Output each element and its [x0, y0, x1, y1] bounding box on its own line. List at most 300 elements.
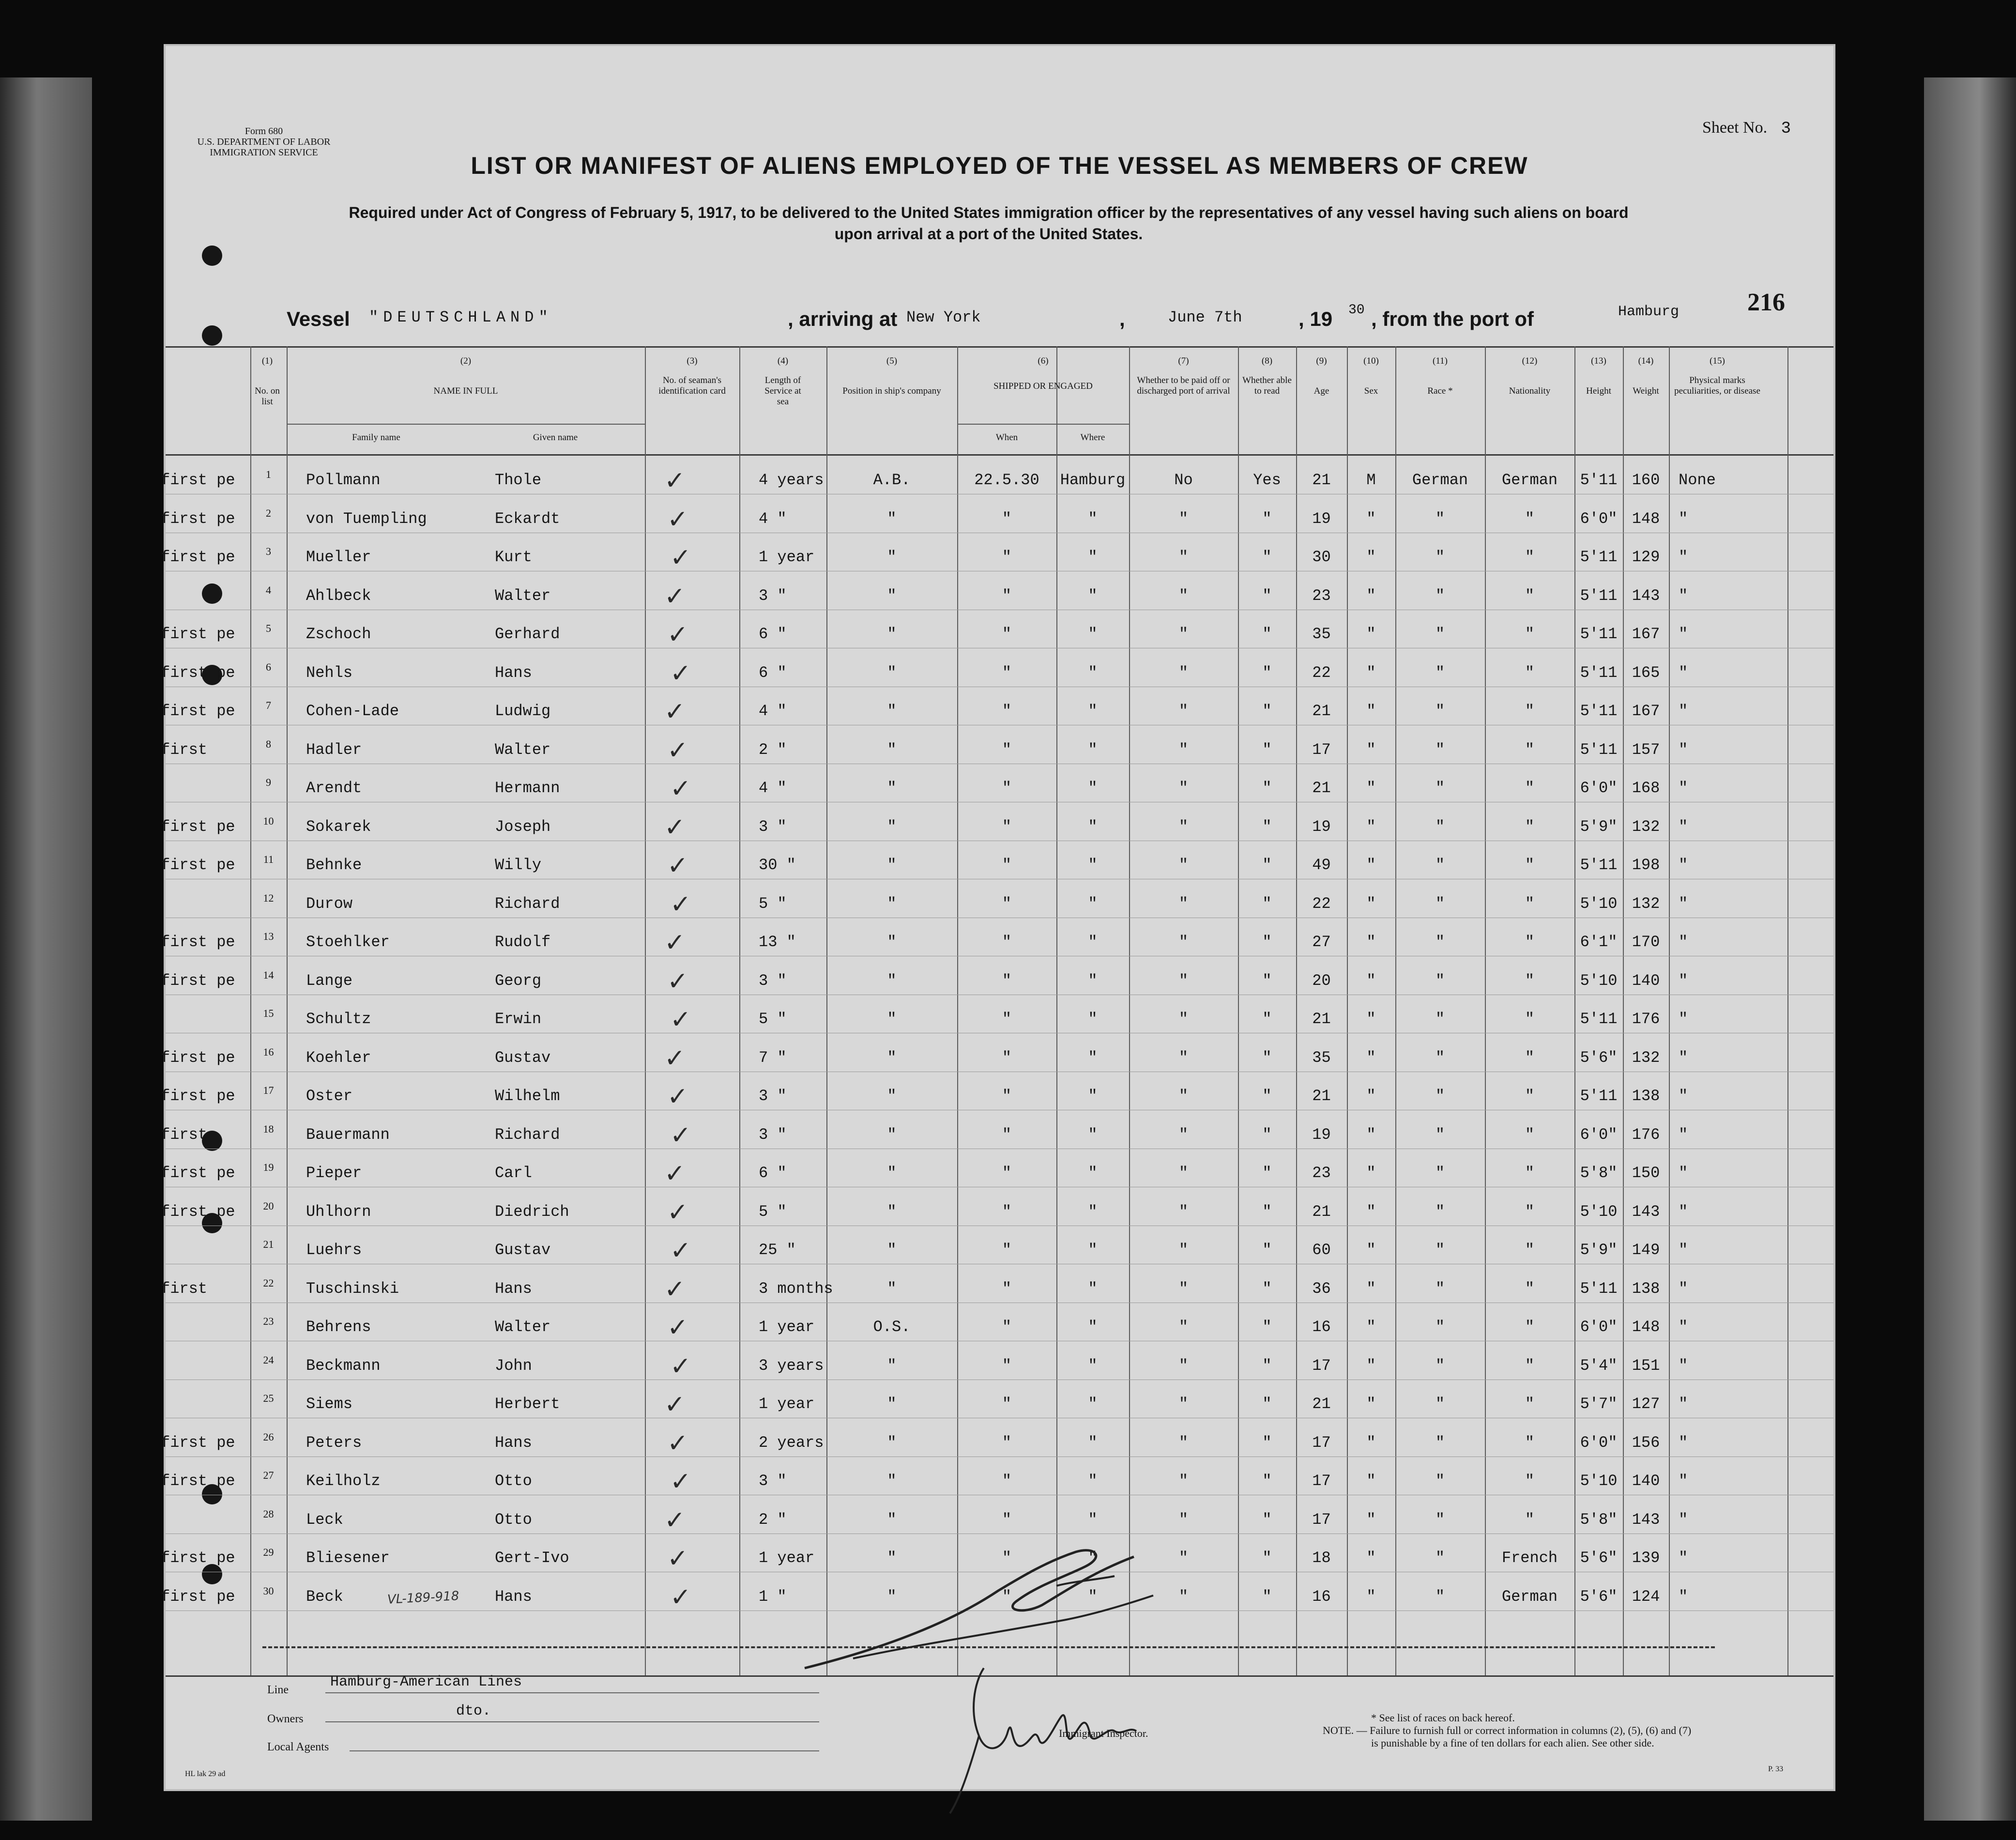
cell-marks: ": [1679, 1279, 1688, 1298]
cell-when: ": [1002, 1048, 1012, 1067]
cell-nationality: ": [1525, 971, 1535, 990]
cell-race: ": [1435, 856, 1445, 874]
cell-when: ": [1002, 1010, 1012, 1028]
cell-margin: first pe: [161, 933, 235, 951]
table-row: [161, 966, 1833, 996]
cell-age: 35: [1312, 625, 1331, 643]
cell-marks: ": [1679, 933, 1688, 951]
cell-read: ": [1262, 548, 1272, 566]
arriving-label: , arriving at: [788, 307, 898, 330]
cell-where: ": [1088, 702, 1098, 720]
cell-margin: first pe: [161, 1549, 235, 1567]
cell-height: 5'10: [1580, 971, 1618, 990]
cell-service: 7 ": [759, 1048, 787, 1067]
cell-nationality: ": [1525, 933, 1535, 951]
cell-age: 27: [1312, 933, 1331, 951]
cell-position: ": [887, 1202, 897, 1221]
year-suffix: 30: [1348, 303, 1365, 318]
col-position-label: Position in ship's company: [842, 386, 941, 396]
cell-when: ": [1002, 894, 1012, 913]
legal-note: [1323, 1712, 1831, 1749]
cell-family: Sokarek: [306, 817, 371, 836]
sheet-number: 3: [1781, 120, 1791, 138]
cell-read: Yes: [1253, 471, 1281, 489]
cell-sex: ": [1366, 1279, 1376, 1298]
cell-read: ": [1262, 702, 1272, 720]
table-row: [161, 659, 1833, 688]
cell-read: ": [1262, 625, 1272, 643]
table-row: [161, 813, 1833, 842]
check-mark-icon: ✓: [670, 774, 691, 803]
cell-read: ": [1262, 1048, 1272, 1067]
cell-family: Peters: [306, 1433, 362, 1452]
cell-paid: ": [1178, 817, 1189, 836]
cell-given: Gert-Ivo: [495, 1549, 569, 1567]
table-row: [166, 774, 1833, 803]
cell-where: ": [1088, 586, 1098, 605]
cell-weight: 150: [1632, 1164, 1660, 1182]
table-row: [166, 582, 1833, 611]
cell-race: ": [1435, 1125, 1445, 1144]
table-row: [161, 697, 1833, 726]
cell-when: ": [1002, 1549, 1012, 1567]
cell-when: ": [1002, 1164, 1012, 1182]
cell-weight: 138: [1632, 1087, 1660, 1105]
cell-margin: first: [161, 740, 208, 759]
cell-nationality: ": [1525, 586, 1535, 605]
table-row: [166, 889, 1833, 919]
cell-given: Hermann: [495, 779, 560, 797]
cell-sex: ": [1366, 1472, 1376, 1490]
cell-sex: ": [1366, 779, 1376, 797]
cell-weight: 129: [1632, 548, 1660, 566]
col-shipped-number: (6): [1038, 356, 1049, 366]
inspector-label: Immigrant Inspector.: [1059, 1727, 1148, 1739]
col-age-number: (9): [1316, 356, 1327, 366]
cell-marks: ": [1679, 548, 1688, 566]
cell-age: 21: [1312, 702, 1331, 720]
cell-weight: 140: [1632, 971, 1660, 990]
check-mark-icon: ✓: [670, 1467, 691, 1496]
cell-position: ": [887, 1587, 897, 1606]
line-label: Line: [267, 1684, 289, 1696]
cell-sex: ": [1366, 625, 1376, 643]
cell-age: 22: [1312, 663, 1331, 682]
cell-height: 5'6": [1580, 1549, 1618, 1567]
corner-mark: P. 33: [1768, 1765, 1784, 1773]
cell-service: 2 ": [759, 1510, 787, 1529]
vessel-label: Vessel: [287, 307, 350, 330]
cell-where: ": [1088, 740, 1098, 759]
cell-where: Hamburg: [1060, 471, 1126, 489]
cell-height: 5'9": [1580, 817, 1618, 836]
cell-age: 19: [1312, 1125, 1331, 1144]
cell-given: John: [495, 1356, 532, 1375]
cell-read: ": [1262, 779, 1272, 797]
cell-age: 16: [1312, 1587, 1331, 1606]
cell-when: ": [1002, 1395, 1012, 1413]
cell-when: ": [1002, 1587, 1012, 1606]
cell-family: Ahlbeck: [306, 586, 371, 605]
cell-height: 6'0": [1580, 1318, 1618, 1336]
cell-where: ": [1088, 1395, 1098, 1413]
cell-race: ": [1435, 1433, 1445, 1452]
cell-paid: ": [1178, 1433, 1189, 1452]
cell-marks: ": [1679, 1356, 1688, 1375]
cell-where: ": [1088, 1202, 1098, 1221]
cell-service: 1 year: [759, 1549, 815, 1567]
manifest-sheet: [161, 46, 1833, 1789]
cell-family: Beck: [306, 1587, 343, 1606]
cell-margin: first pe: [161, 471, 235, 489]
col-service-label: Length of Service at sea: [764, 375, 801, 407]
cell-paid: ": [1178, 1048, 1189, 1067]
check-mark-icon: ✓: [667, 620, 688, 649]
col-marks-number: (15): [1710, 356, 1725, 366]
cell-no: 9: [266, 776, 271, 788]
cell-where: ": [1088, 1510, 1098, 1529]
cell-read: ": [1262, 1087, 1272, 1105]
cell-weight: 168: [1632, 779, 1660, 797]
cell-age: 21: [1312, 1087, 1331, 1105]
cell-family: von Tuempling: [306, 509, 427, 528]
cell-margin: first: [161, 1125, 208, 1144]
cell-margin: first pe: [161, 1587, 235, 1606]
cell-race: ": [1435, 740, 1445, 759]
cell-where: ": [1088, 1048, 1098, 1067]
agents-underline: [350, 1750, 819, 1751]
cell-no: 21: [263, 1238, 274, 1250]
punch-hole: [202, 325, 222, 346]
punch-hole: [202, 245, 222, 266]
page-number: 216: [1747, 289, 1785, 316]
cell-given: Richard: [495, 1125, 560, 1144]
cell-sex: ": [1366, 548, 1376, 566]
cell-read: ": [1262, 509, 1272, 528]
cell-when: ": [1002, 1433, 1012, 1452]
crew-table: [161, 346, 1833, 1668]
cell-paid: ": [1178, 1510, 1189, 1529]
cell-service: 13 ": [759, 933, 796, 951]
cell-family: Uhlhorn: [306, 1202, 371, 1221]
cell-race: ": [1435, 702, 1445, 720]
cell-given: Herbert: [495, 1395, 560, 1413]
cell-paid: ": [1178, 1202, 1189, 1221]
col-read-number: (8): [1261, 356, 1273, 366]
page-subtitle: [287, 202, 1691, 245]
cell-where: ": [1088, 1125, 1098, 1144]
table-row: [161, 1467, 1833, 1496]
cell-read: ": [1262, 1125, 1272, 1144]
table-row: [161, 543, 1833, 572]
cell-race: ": [1435, 1549, 1445, 1567]
cell-position: ": [887, 1472, 897, 1490]
cell-given: Gustav: [495, 1241, 551, 1259]
cell-given: Rudolf: [495, 933, 551, 951]
cell-given: Eckardt: [495, 509, 560, 528]
cell-weight: 176: [1632, 1125, 1660, 1144]
cell-height: 6'0": [1580, 779, 1618, 797]
cell-age: 19: [1312, 817, 1331, 836]
cell-no: 27: [263, 1469, 274, 1481]
cell-sex: ": [1366, 1010, 1376, 1028]
col-idcard-label: No. of seaman's identification card: [658, 375, 726, 396]
table-row: [161, 1120, 1833, 1150]
cell-age: 23: [1312, 1164, 1331, 1182]
cell-service: 3 ": [759, 1125, 787, 1144]
cell-service: 3 years: [759, 1356, 824, 1375]
owners-underline: [325, 1721, 819, 1722]
cell-when: ": [1002, 1202, 1012, 1221]
cell-family: Lange: [306, 971, 353, 990]
cell-read: ": [1262, 1549, 1272, 1567]
cell-when: ": [1002, 1356, 1012, 1375]
cell-height: 5'11: [1580, 1010, 1618, 1028]
cell-no: 1: [266, 468, 271, 480]
cell-paid: ": [1178, 702, 1189, 720]
col-sex-number: (10): [1363, 356, 1379, 366]
cell-height: 5'11: [1580, 1087, 1618, 1105]
cell-race: ": [1435, 1048, 1445, 1067]
col-sex-label: Sex: [1364, 386, 1378, 396]
cell-nationality: ": [1525, 1010, 1535, 1028]
check-mark-icon: ✓: [667, 1428, 688, 1458]
cell-sex: ": [1366, 971, 1376, 990]
cell-height: 5'10: [1580, 1472, 1618, 1490]
cell-when: ": [1002, 509, 1012, 528]
cell-where: ": [1088, 894, 1098, 913]
cell-position: A.B.: [873, 471, 911, 489]
cell-nationality: ": [1525, 1164, 1535, 1182]
cell-height: 5'11: [1580, 586, 1618, 605]
cell-weight: 148: [1632, 509, 1660, 528]
cell-weight: 151: [1632, 1356, 1660, 1375]
cell-family: Luehrs: [306, 1241, 362, 1259]
col-age-header: [1296, 356, 1347, 397]
cell-age: 21: [1312, 1202, 1331, 1221]
cell-marks: ": [1679, 1087, 1688, 1105]
cell-height: 5'4": [1580, 1356, 1618, 1375]
cell-where: ": [1088, 779, 1098, 797]
cell-age: 16: [1312, 1318, 1331, 1336]
cell-position: ": [887, 779, 897, 797]
cell-position: ": [887, 856, 897, 874]
col-idcard-header: [645, 356, 739, 397]
cell-height: 6'0": [1580, 1433, 1618, 1452]
cell-margin: first pe: [161, 1087, 235, 1105]
cell-service: 4 ": [759, 702, 787, 720]
cell-family: Keilholz: [306, 1472, 381, 1490]
cell-marks: ": [1679, 740, 1688, 759]
cell-sex: ": [1366, 1433, 1376, 1452]
cell-service: 3 ": [759, 586, 787, 605]
cell-no: 29: [263, 1546, 274, 1558]
cell-sex: ": [1366, 509, 1376, 528]
cell-when: ": [1002, 625, 1012, 643]
cell-service: 3 ": [759, 971, 787, 990]
cell-where: ": [1088, 1010, 1098, 1028]
cell-margin: first pe: [161, 702, 235, 720]
cell-when: ": [1002, 1318, 1012, 1336]
cell-age: 23: [1312, 586, 1331, 605]
table-row: [161, 1159, 1833, 1188]
cell-race: ": [1435, 1202, 1445, 1221]
check-mark-icon: ✓: [670, 1236, 691, 1265]
cell-where: ": [1088, 509, 1098, 528]
cell-marks: ": [1679, 702, 1688, 720]
cell-no: 23: [263, 1315, 274, 1327]
cell-marks: ": [1679, 1395, 1688, 1413]
col-idcard-number: (3): [687, 356, 698, 366]
cell-position: ": [887, 1510, 897, 1529]
cell-race: ": [1435, 894, 1445, 913]
cell-age: 22: [1312, 894, 1331, 913]
cell-age: 21: [1312, 779, 1331, 797]
col-no-header: [250, 356, 284, 407]
cell-height: 5'9": [1580, 1241, 1618, 1259]
cell-weight: 132: [1632, 894, 1660, 913]
cell-paid: ": [1178, 971, 1189, 990]
cell-given: Diedrich: [495, 1202, 569, 1221]
cell-service: 2 years: [759, 1433, 824, 1452]
cell-weight: 143: [1632, 1202, 1660, 1221]
cell-marks: ": [1679, 586, 1688, 605]
cell-given: Walter: [495, 1318, 551, 1336]
owners-value: dto.: [456, 1703, 491, 1719]
cell-marks: ": [1679, 1472, 1688, 1490]
cell-read: ": [1262, 933, 1272, 951]
cell-when: ": [1002, 1472, 1012, 1490]
table-row: [161, 1274, 1833, 1304]
vessel-line: [287, 303, 1787, 337]
cell-given: Hans: [495, 1279, 532, 1298]
check-mark-icon: ✓: [670, 1351, 691, 1381]
cell-no: 25: [263, 1392, 274, 1404]
cell-when: ": [1002, 586, 1012, 605]
cell-paid: ": [1178, 1356, 1189, 1375]
cell-age: 20: [1312, 971, 1331, 990]
cell-service: 30 ": [759, 856, 796, 874]
cell-marks: ": [1679, 1164, 1688, 1182]
cell-position: ": [887, 702, 897, 720]
cell-no: 7: [266, 699, 271, 711]
cell-read: ": [1262, 1587, 1272, 1606]
col-given-name-label: Given name: [533, 432, 578, 443]
cell-family: Mueller: [306, 548, 371, 566]
cell-paid: No: [1174, 471, 1193, 489]
scanner-left-edge: [0, 77, 92, 1821]
cell-family: Pieper: [306, 1164, 362, 1182]
check-mark-icon: ✓: [664, 1390, 686, 1419]
cell-position: ": [887, 509, 897, 528]
cell-marks: None: [1679, 471, 1716, 489]
cell-no: 6: [266, 660, 271, 673]
cell-sex: ": [1366, 1048, 1376, 1067]
cell-when: ": [1002, 702, 1012, 720]
col-service-number: (4): [777, 356, 789, 366]
cell-sex: ": [1366, 1202, 1376, 1221]
cell-sex: M: [1366, 471, 1376, 489]
cell-race: ": [1435, 509, 1445, 528]
table-row: [161, 736, 1833, 765]
cell-weight: 132: [1632, 1048, 1660, 1067]
table-row: [161, 928, 1833, 957]
year-prefix: , 19: [1298, 307, 1333, 330]
cell-nationality: ": [1525, 1241, 1535, 1259]
cell-weight: 170: [1632, 933, 1660, 951]
cell-position: ": [887, 740, 897, 759]
cell-weight: 157: [1632, 740, 1660, 759]
cell-given: Otto: [495, 1510, 532, 1529]
check-mark-icon: ✓: [670, 543, 691, 572]
cell-no: 22: [263, 1276, 274, 1289]
col-race-number: (11): [1433, 356, 1448, 366]
name-subrule: [287, 424, 645, 425]
cell-service: 25 ": [759, 1241, 796, 1259]
cell-family: Nehls: [306, 663, 353, 682]
cell-race: ": [1435, 1279, 1445, 1298]
cell-margin: first pe: [161, 856, 235, 874]
cell-height: 5'8": [1580, 1510, 1618, 1529]
cell-nationality: ": [1525, 1356, 1535, 1375]
cell-age: 17: [1312, 1433, 1331, 1452]
cell-nationality: ": [1525, 1433, 1535, 1452]
check-mark-icon: ✓: [670, 1120, 691, 1150]
cell-race: ": [1435, 1010, 1445, 1028]
cell-paid: ": [1178, 1241, 1189, 1259]
check-mark-icon: ✓: [664, 1274, 686, 1304]
cell-marks: ": [1679, 817, 1688, 836]
cell-race: ": [1435, 1510, 1445, 1529]
cell-sex: ": [1366, 1510, 1376, 1529]
cell-service: 5 ": [759, 894, 787, 913]
col-nationality-number: (12): [1522, 356, 1538, 366]
cell-nationality: ": [1525, 702, 1535, 720]
note-fine-line-1: NOTE. — Failure to furnish full or correct information in columns (2), (5), (6) and (7): [1323, 1724, 1692, 1736]
cell-position: ": [887, 971, 897, 990]
cell-marks: ": [1679, 856, 1688, 874]
cell-given: Walter: [495, 586, 551, 605]
cell-service: 1 year: [759, 1318, 815, 1336]
col-name-header: [287, 356, 645, 397]
cell-given: Kurt: [495, 548, 532, 566]
table-row: [166, 1005, 1833, 1034]
cell-race: ": [1435, 1087, 1445, 1105]
cell-nationality: ": [1525, 1395, 1535, 1413]
cell-paid: ": [1178, 1318, 1189, 1336]
cell-given: Gerhard: [495, 625, 560, 643]
table-row: [161, 505, 1833, 534]
printer-mark: HL lak 29 ad: [185, 1770, 226, 1778]
cell-age: 21: [1312, 471, 1331, 489]
cell-age: 60: [1312, 1241, 1331, 1259]
note-races: * See list of races on back hereof.: [1371, 1712, 1515, 1724]
cell-marks: ": [1679, 1318, 1688, 1336]
cell-given: Wilhelm: [495, 1087, 560, 1105]
col-shipped-header: [957, 356, 1129, 392]
cell-nationality: ": [1525, 740, 1535, 759]
cell-weight: 138: [1632, 1279, 1660, 1298]
cell-paid: ": [1178, 548, 1189, 566]
cell-weight: 132: [1632, 817, 1660, 836]
cell-age: 35: [1312, 1048, 1331, 1067]
cell-height: 5'10: [1580, 894, 1618, 913]
cell-height: 5'11: [1580, 625, 1618, 643]
table-row: [161, 1082, 1833, 1111]
cell-family: Schultz: [306, 1010, 371, 1028]
col-age-label: Age: [1313, 386, 1329, 396]
cell-when: ": [1002, 663, 1012, 682]
